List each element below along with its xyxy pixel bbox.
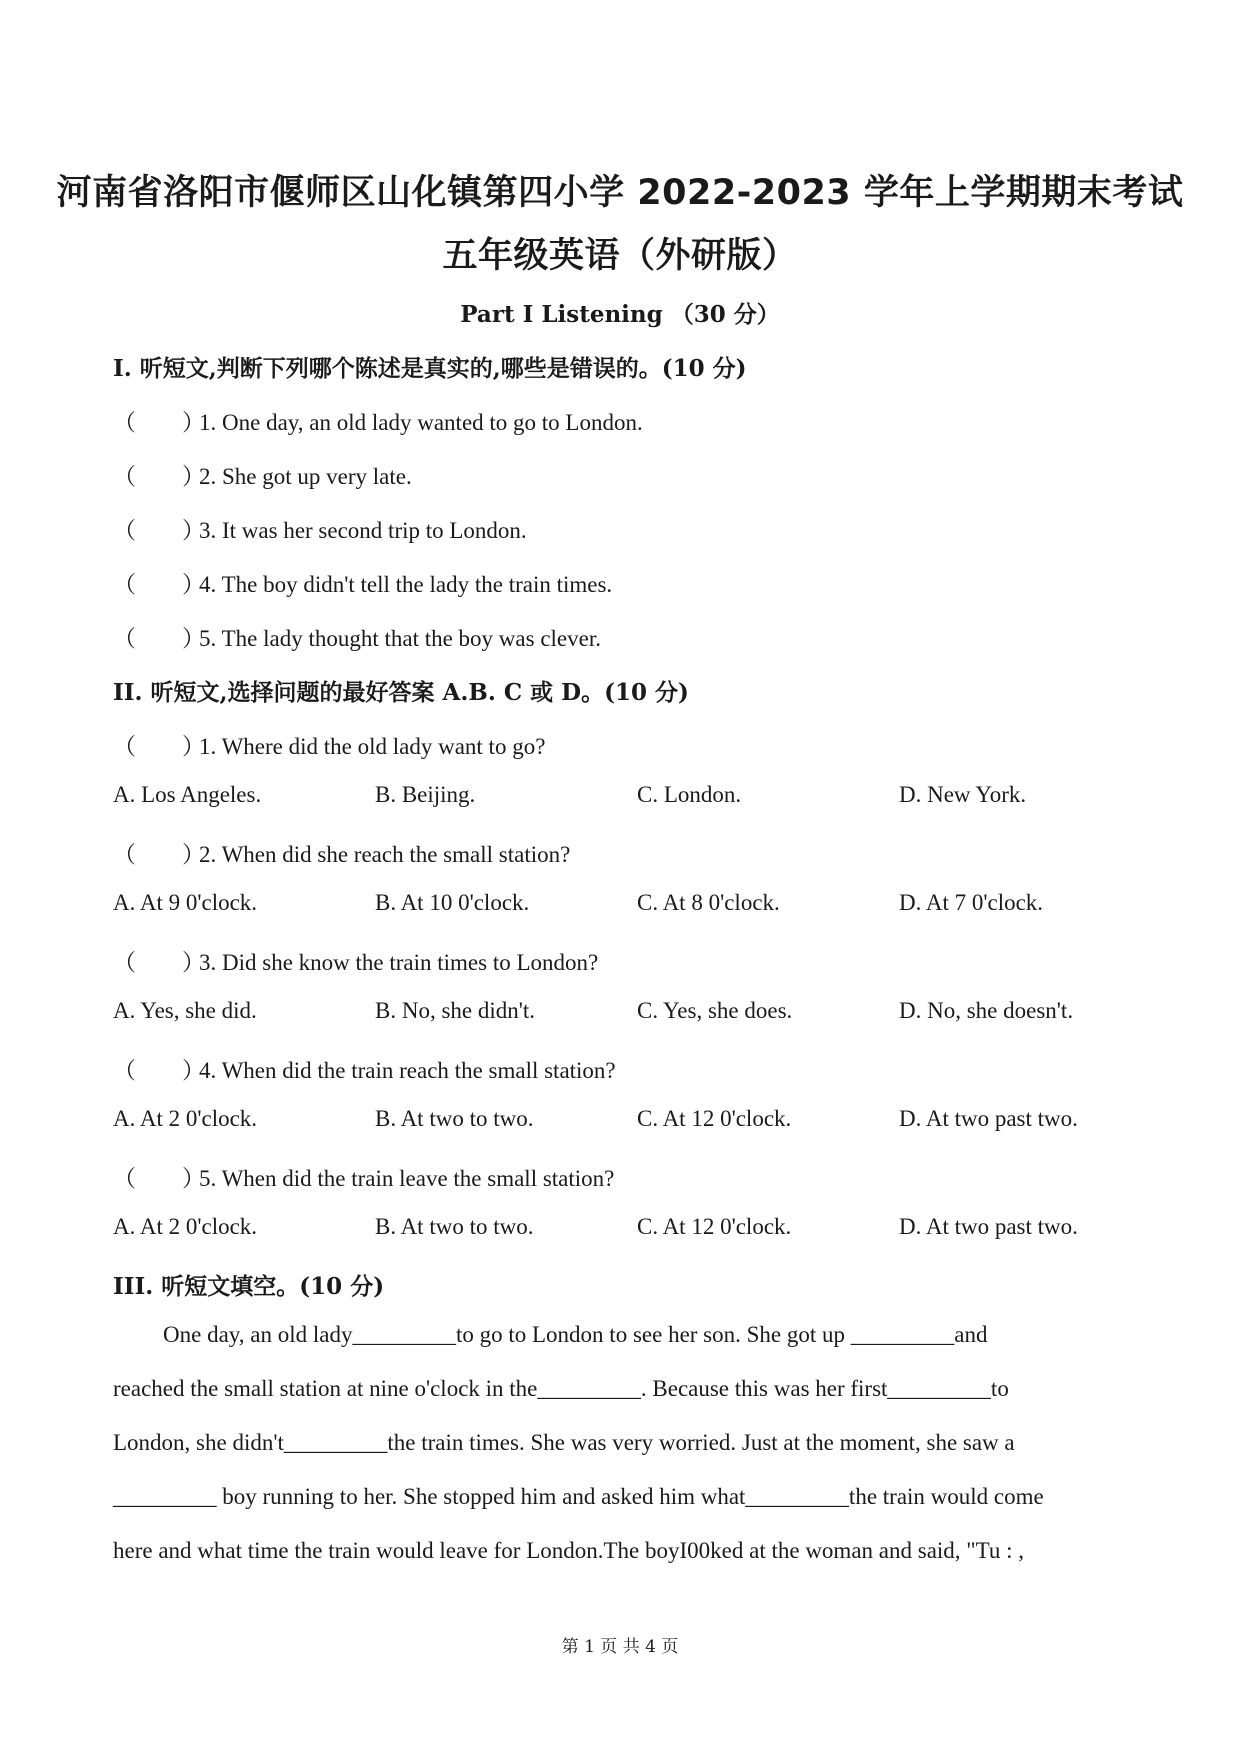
question-5 bbox=[113, 1160, 614, 1193]
option-c: C. Yes, she does. bbox=[637, 998, 793, 1023]
option-b: B. At two to two. bbox=[375, 1214, 534, 1239]
statement-text: 2. She got up very late. bbox=[199, 464, 412, 489]
judge-item-2 bbox=[113, 458, 412, 491]
option-a: A. At 2 0'clock. bbox=[113, 1106, 258, 1131]
option-a: A. Yes, she did. bbox=[113, 998, 257, 1023]
question-4 bbox=[113, 1052, 616, 1085]
option-c: C. London. bbox=[637, 782, 742, 807]
page-number-footer: 第 1 页 共 4 页 bbox=[561, 1637, 679, 1657]
option-d: D. At two past two. bbox=[899, 1106, 1078, 1131]
question-text: 3. Did she know the train times to London? bbox=[199, 950, 599, 975]
question-text: 4. When did the train reach the small station? bbox=[199, 1058, 616, 1083]
option-a: A. Los Angeles. bbox=[113, 782, 262, 807]
judge-item-1 bbox=[113, 404, 643, 437]
option-c: C. At 12 0'clock. bbox=[637, 1214, 792, 1239]
exam-title-line1: 河南省洛阳市偃师区山化镇第四小学 2022-2023 学年上学期期末考试 bbox=[56, 173, 1184, 213]
judge-item-4 bbox=[113, 566, 612, 599]
passage-line-4: _________ boy running to her. She stopped him and asked him what_________the train would come bbox=[113, 1484, 1044, 1509]
exam-title-line2: 五年级英语（外研版） bbox=[442, 236, 798, 276]
answer-blank: （ ） bbox=[113, 950, 205, 975]
judge-item-3 bbox=[113, 512, 527, 545]
answer-blank: （ ） bbox=[113, 518, 205, 543]
section-2-heading: II. 听短文,选择问题的最好答案 A.B. C 或 D。(10 分) bbox=[113, 679, 689, 706]
option-b: B. At 10 0'clock. bbox=[375, 890, 530, 915]
option-c: C. At 8 0'clock. bbox=[637, 890, 780, 915]
part-heading: Part I Listening （30 分） bbox=[460, 301, 780, 328]
answer-blank: （ ） bbox=[113, 464, 205, 489]
question-3 bbox=[113, 944, 598, 977]
section-1-heading: I. 听短文,判断下列哪个陈述是真实的,哪些是错误的。(10 分) bbox=[113, 355, 747, 382]
question-text: 2. When did she reach the small station? bbox=[199, 842, 571, 867]
question-text: 1. Where did the old lady want to go? bbox=[199, 734, 546, 759]
section-3-heading: III. 听短文填空。(10 分) bbox=[113, 1273, 385, 1300]
answer-blank: （ ） bbox=[113, 734, 205, 759]
option-a: A. At 9 0'clock. bbox=[113, 890, 258, 915]
statement-text: 3. It was her second trip to London. bbox=[199, 518, 527, 543]
passage-line-3: London, she didn't_________the train times. She was very worried. Just at the moment, she saw a bbox=[113, 1430, 1015, 1455]
option-c: C. At 12 0'clock. bbox=[637, 1106, 792, 1131]
option-d: D. At two past two. bbox=[899, 1214, 1078, 1239]
option-b: B. At two to two. bbox=[375, 1106, 534, 1131]
question-1 bbox=[113, 728, 545, 761]
option-b: B. No, she didn't. bbox=[375, 998, 536, 1023]
statement-text: 1. One day, an old lady wanted to go to London. bbox=[199, 410, 643, 435]
option-d: D. At 7 0'clock. bbox=[899, 890, 1044, 915]
statement-text: 4. The boy didn't tell the lady the train times. bbox=[199, 572, 613, 597]
question-2 bbox=[113, 836, 570, 869]
answer-blank: （ ） bbox=[113, 842, 205, 867]
option-d: D. No, she doesn't. bbox=[899, 998, 1074, 1023]
option-b: B. Beijing. bbox=[375, 782, 476, 807]
option-d: D. New York. bbox=[899, 782, 1027, 807]
judge-item-5 bbox=[113, 620, 601, 653]
answer-blank: （ ） bbox=[113, 626, 205, 651]
option-a: A. At 2 0'clock. bbox=[113, 1214, 258, 1239]
question-text: 5. When did the train leave the small station? bbox=[199, 1166, 615, 1191]
passage-line-2: reached the small station at nine o'clock in the_________. Because this was her first_________to bbox=[113, 1376, 1009, 1401]
answer-blank: （ ） bbox=[113, 572, 205, 597]
answer-blank: （ ） bbox=[113, 1166, 205, 1191]
answer-blank: （ ） bbox=[113, 1058, 205, 1083]
statement-text: 5. The lady thought that the boy was clever. bbox=[199, 626, 601, 651]
passage-line-1: One day, an old lady_________to go to London to see her son. She got up _________and bbox=[163, 1322, 988, 1347]
answer-blank: （ ） bbox=[113, 410, 205, 435]
passage-line-5: here and what time the train would leave for London.The boyI00ked at the woman and said, "Tu : , bbox=[113, 1538, 1025, 1563]
